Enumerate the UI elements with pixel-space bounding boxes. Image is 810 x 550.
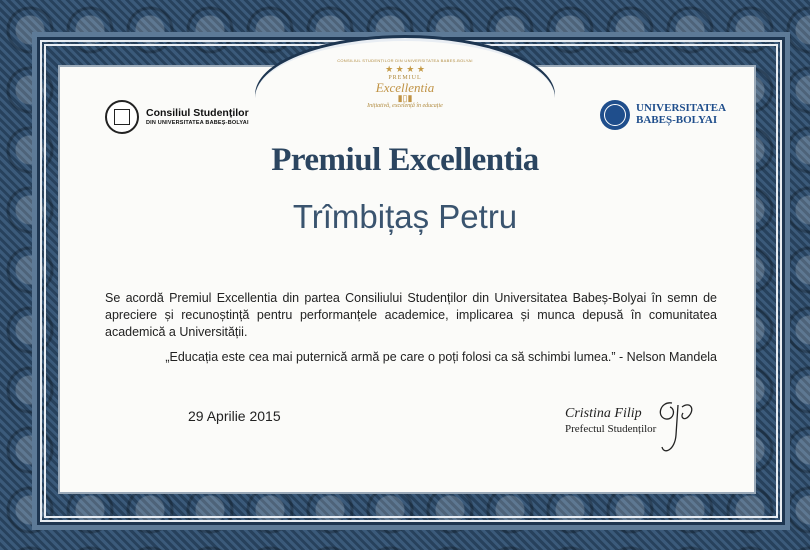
student-council-subtitle: DIN UNIVERSITATEA BABEȘ-BOLYAI [146,120,249,126]
ubb-seal-icon [600,100,630,130]
student-council-logo [105,100,249,134]
mandela-quote: „Educația este cea mai puternică armă pe care o poți folosi ca să schimbi lumea.” - Nelson Mandela [165,350,717,364]
ubb-name-line1: UNIVERSITATEA [636,102,727,115]
handwritten-signature [650,395,700,460]
student-council-seal-icon [105,100,139,134]
recipient-name: Trîmbițaș Petru [292,198,518,235]
signatory-role: Prefectul Studenților [565,423,657,435]
student-council-title: Consiliul Studenților [146,106,249,119]
ubb-logo [600,100,726,130]
award-date: 29 Aprilie 2015 [188,408,281,424]
emblem-premiul: PREMIUL [388,75,422,81]
emblem-books-icon: ▮▯▮ [397,93,413,103]
signatory-name: Cristina Filip [565,406,642,421]
emblem-excellentia: Excellentia [375,80,435,95]
emblem-arc-text: CONSILIUL STUDENȚILOR DIN UNIVERSITATEA BABEȘ-BOLYAI [337,58,473,63]
excellentia-emblem [337,58,473,132]
award-description: Se acordă Premiul Excellentia din partea Consiliului Studenților din Universitatea Babeș-Bolyai în semn de apreciere și recunoștință pentru performanțele academice, implicarea și munca depusă în comunitatea academică a Universității. [105,291,717,339]
emblem-motto: Inițiativă, excelență în educație [367,103,443,109]
emblem-stars-icon: ★ ★ ★ ★ [385,64,425,74]
ubb-name-line2: BABEȘ-BOLYAI [636,114,718,126]
signatory-block [565,406,656,435]
certificate-title: Premiul Excellentia [271,142,539,178]
